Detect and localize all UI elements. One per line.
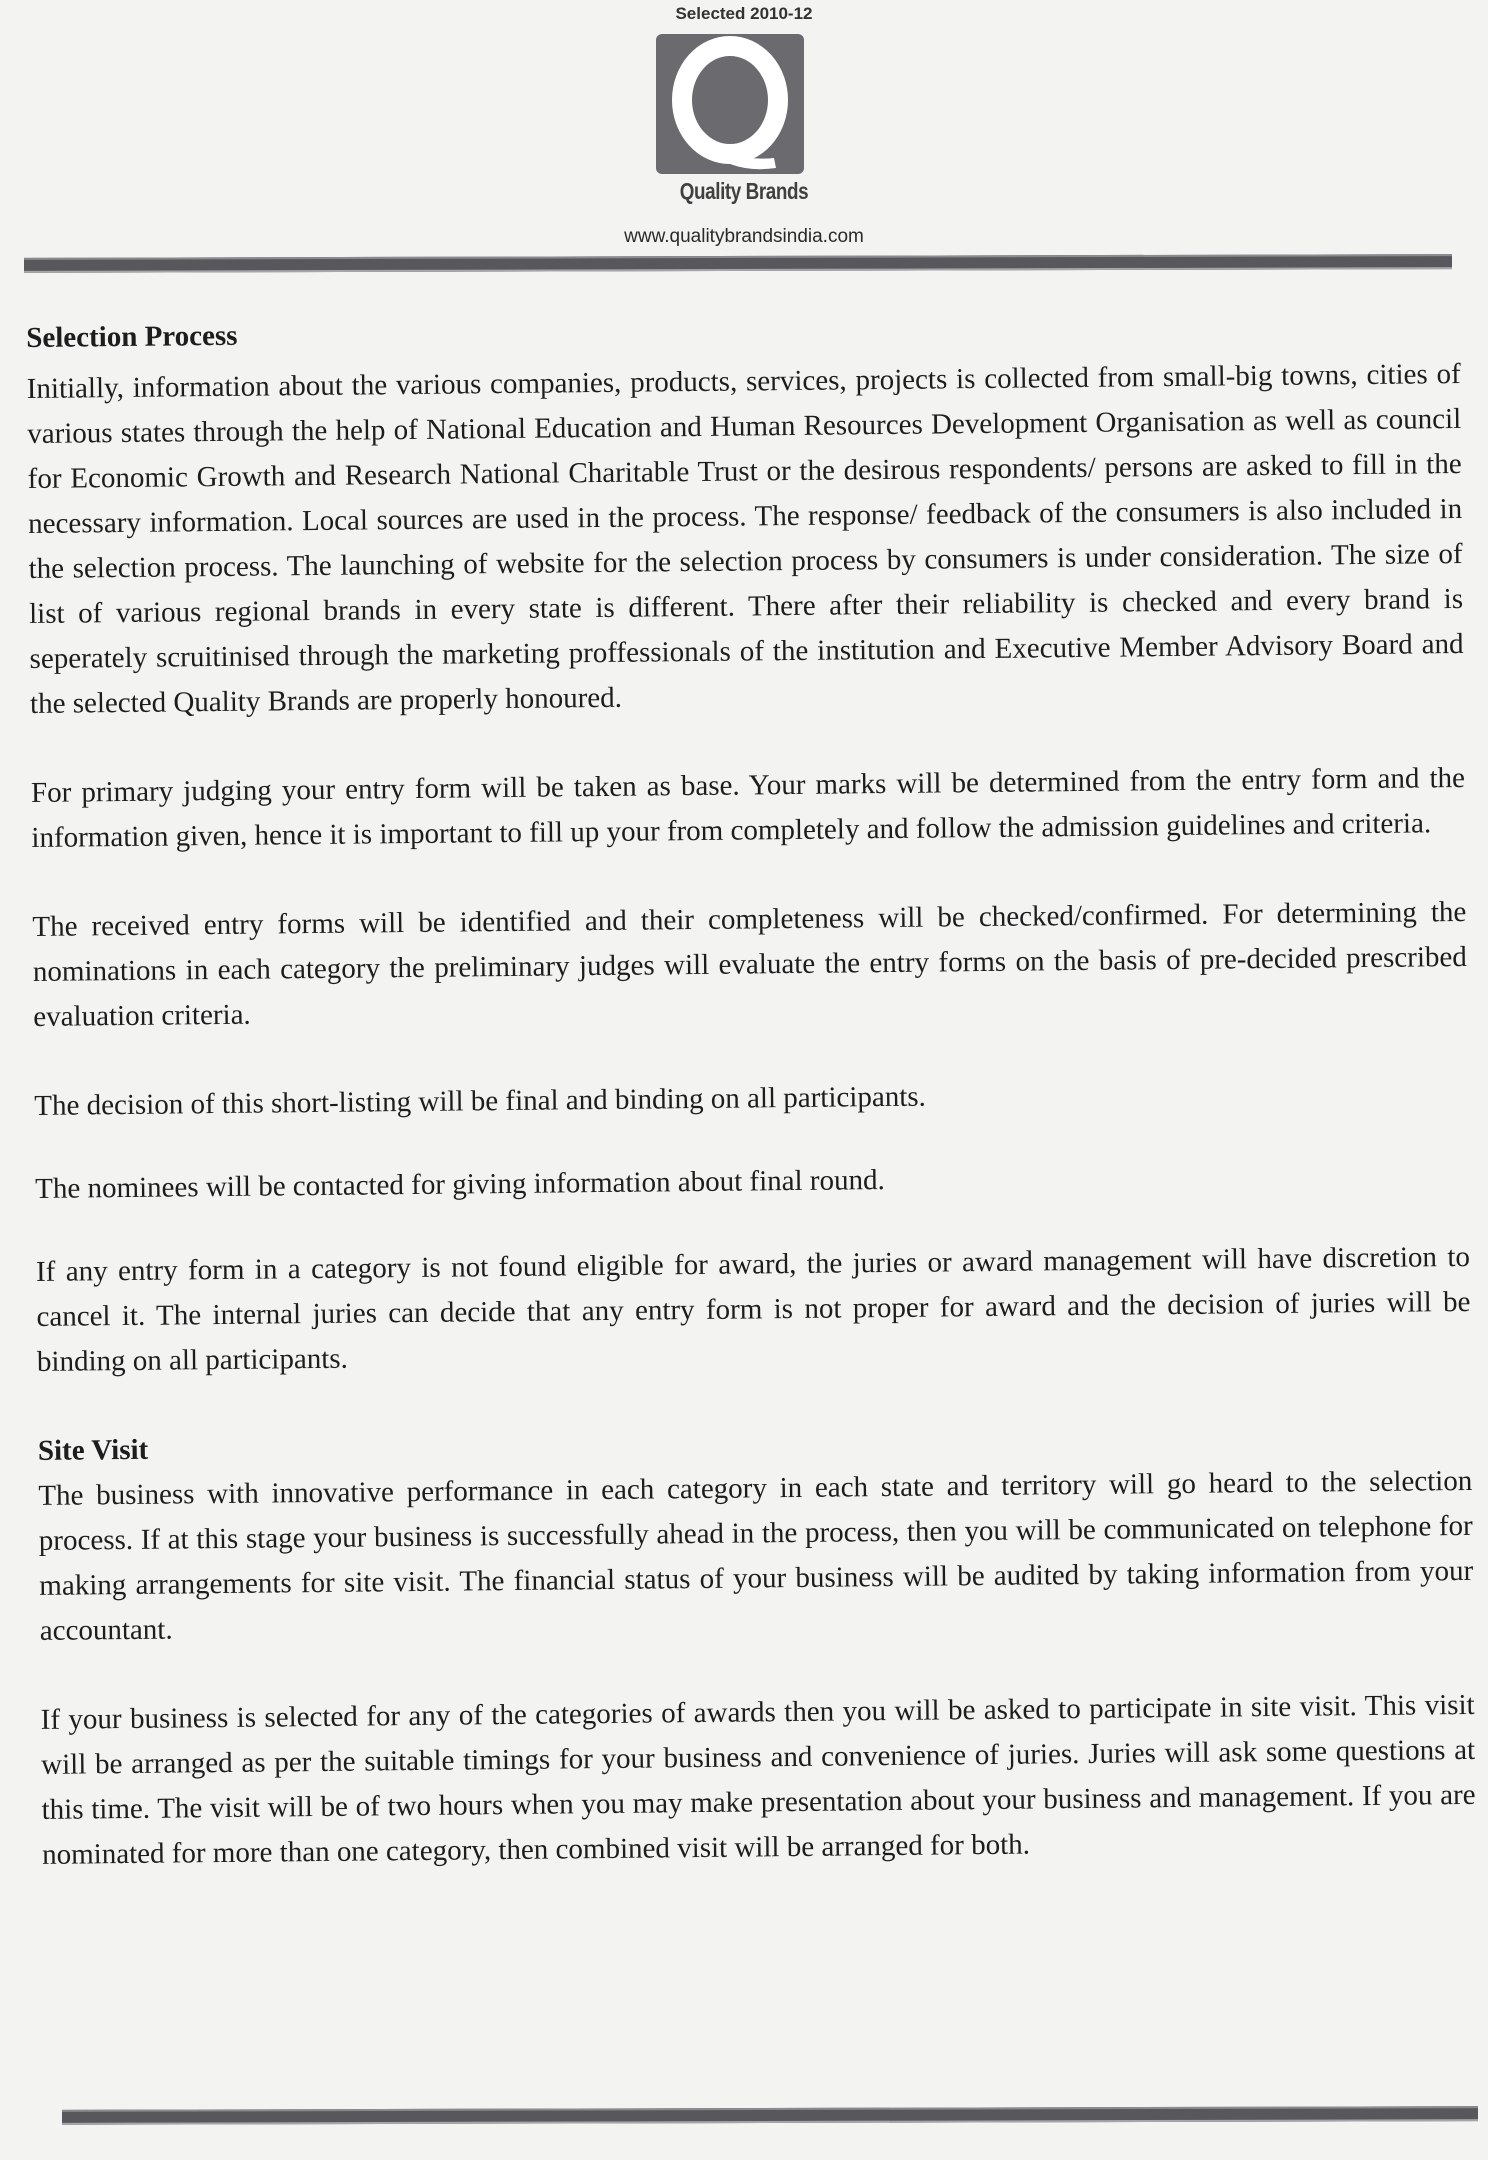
site-visit-heading: Site Visit [37,1433,149,1467]
site-visit-paragraph-arrangement: If your business is selected for any of the categories of awards then you will be asked to participate in site visit. This visit will be arranged as per the suitable timings for your business and convenience of juries. Juries will ask some questions at this time. The visit will be of two hours when you may make presentation about your business and management. If you are nominated for more than one category, then combined visit will be arranged for both. [40,1688,1476,1871]
selection-process-heading: Selection Process [26,319,238,354]
selection-paragraph-entry-forms: The received entry forms will be identified and their completeness will be checked/confirmed. For determining the nominations in each category the preliminary judges will evaluate the entry forms on the basis of pre-decided prescribed evaluation criteria. [32,895,1467,1033]
brand-name: Quality Brands [679,178,809,204]
selection-paragraph-shortlisting: The decision of this short-listing will be final and binding on all participants. [34,1080,927,1122]
q-logo-icon [656,34,804,174]
quality-brands-logo [656,34,804,174]
selection-paragraph-judging: For primary judging your entry form will be taken as base. Your marks will be determined from the entry form and the information given, hence it is important to fill up your from completely and follow the admission guidelines and criteria. [30,761,1466,854]
top-divider [24,254,1452,273]
selection-paragraph-nominees: The nominees will be contacted for giving information about final round. [34,1164,885,1205]
selection-paragraph-eligibility: If any entry form in a category is not found eligible for award, the juries or award management will have discretion to cancel it. The internal juries can decide that any entry form is not proper for award and the decision of juries will be binding on all participants. [35,1240,1471,1378]
selected-label: Selected 2010-12 [675,4,813,23]
site-visit-paragraph-process: The business with innovative performance in each category in each state and territory will go heard to the selection process. If at this stage your business is successfully ahead in the process, then you will be communicated on telephone for making arrangements for site visit. The financial status of your business will be audited by taking information from your accountant. [38,1464,1474,1647]
document-body [26,301,1477,1922]
website-url: www.qualitybrandsindia.com [624,226,864,247]
selection-paragraph-intro: Initially, information about the various companies, products, services, projects is collected from small-big towns, cities of various states through the help of National Education and Human Resources Development Organisation as well as council for Economic Growth and Research National Charitable Trust or the desirous respondents/ persons are asked to fill in the necessary information. Local sources are used in the process. The response/ feedback of the consumers is also included in the selection process. The launching of website for the selection process by consumers is under consideration. The size of list of various regional brands in every state is different. There after their reliability is checked and every brand is seperately scruitinised through the marketing proffessionals of the institution and Executive Member Advisory Board and the selected Quality Brands are properly honoured. [26,357,1464,720]
bottom-divider [62,2106,1478,2125]
